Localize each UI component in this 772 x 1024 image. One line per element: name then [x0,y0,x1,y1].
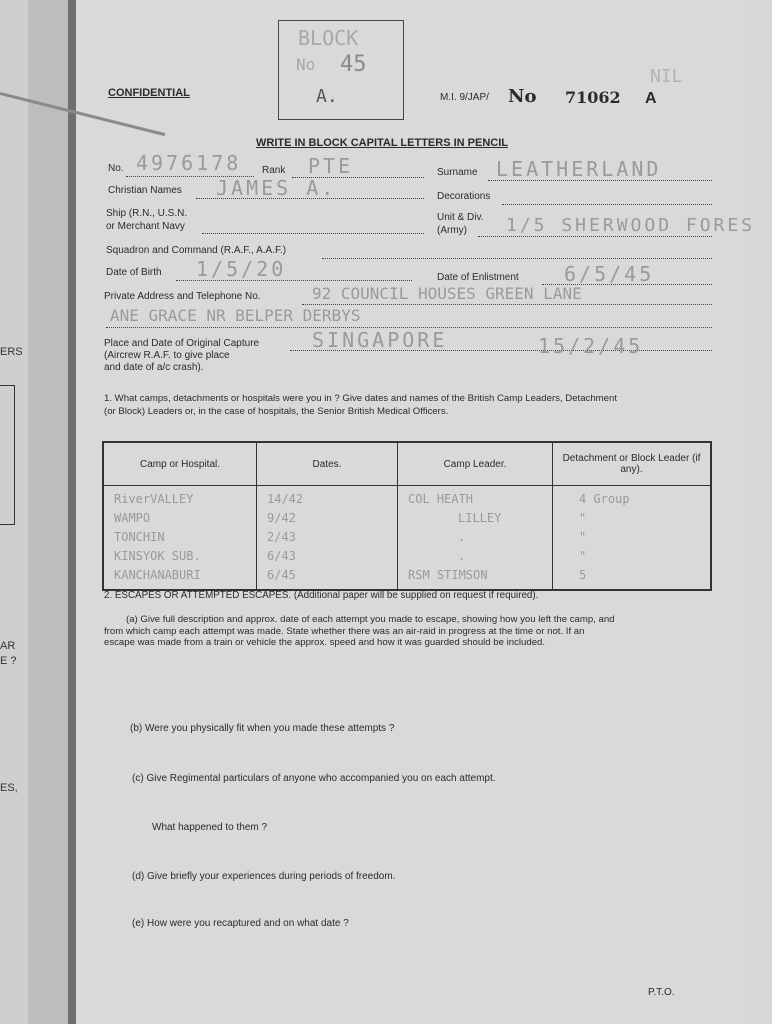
pto-label: P.T.O. [648,987,675,998]
leader-entry: COL HEATH [408,492,474,506]
edge-text: ES, [0,782,18,794]
detachment-entry: 4 Group [579,492,630,506]
instruction-heading: WRITE IN BLOCK CAPITAL LETTERS IN PENCIL [256,137,508,149]
christian-names-value: JAMES A. [216,176,337,200]
squadron-line [322,258,712,259]
dob-value: 1/5/20 [196,257,287,281]
camp-entry: KINSYOK SUB. [114,549,201,563]
dates-cell [257,486,398,591]
rank-value: PTE [308,154,354,178]
enlistment-label: Date of Enlistment [437,272,519,283]
unit-line [478,236,712,237]
ship-label-2: or Merchant Navy [106,221,185,232]
leader-entry: RSM STIMSON [408,568,488,582]
camp-entry: TONCHIN [114,530,165,544]
capture-label-2: (Aircrew R.A.F. to give place [104,350,230,361]
escapes-heading: 2. ESCAPES OR ATTEMPTED ESCAPES. (Additional paper will be supplied on request if required). [104,590,539,601]
detachment-cell [553,486,712,591]
capture-date: 15/2/45 [538,334,644,358]
leader-cell [398,486,553,591]
camp-entry: WAMPO [114,511,151,525]
detachment-header: Detachment or Block Leader (if any). [553,442,712,486]
capture-place: SINGAPORE [312,328,448,352]
leader-entry: . [458,530,466,544]
unit-label-2: (Army) [437,225,467,236]
stamp-no-value: 45 [340,52,367,77]
reference-code: M.I. 9/JAP/ [440,92,489,103]
date-entry: 14/42 [267,492,304,506]
camps-table [102,441,712,591]
date-entry: 9/42 [267,511,296,525]
surname-label: Surname [437,167,478,178]
number-label: No [508,86,537,107]
no-value: 4976178 [136,151,242,175]
address-value-2: ANE GRACE NR BELPER DERBYS [110,306,361,325]
edge-text: AR [0,640,16,652]
escapes-question-b: (b) Were you physically fit when you made these attempts ? [130,723,395,734]
binder-spine [28,0,68,1024]
unit-value: 1/5 SHERWOOD FORES [506,215,756,236]
address-label: Private Address and Telephone No. [104,291,261,302]
escapes-question-d: (d) Give briefly your experiences during periods of freedom. [132,871,396,882]
edge-box [0,385,15,525]
detachment-entry: " [579,549,587,563]
camp-entry: RiverVALLEY [114,492,194,506]
unit-label: Unit & Div. [437,212,484,223]
date-entry: 6/45 [267,568,296,582]
christian-names-label: Christian Names [108,185,182,196]
capture-label-3: and date of a/c crash). [104,362,204,373]
camp-cell [103,486,257,591]
escapes-question-c2: What happened to them ? [152,822,268,833]
form-number: 71062 [565,88,621,107]
enlistment-value: 6/5/45 [564,262,655,286]
edge-text: E ? [0,655,17,667]
rank-label: Rank [262,165,286,176]
detachment-entry: 5 [579,568,587,582]
ship-line [202,233,424,234]
decorations-label: Decorations [437,191,491,202]
camp-header: Camp or Hospital. [103,442,257,486]
date-entry: 6/43 [267,549,296,563]
leader-entry: LILLEY [458,511,502,525]
dob-label: Date of Birth [106,267,162,278]
address-value-1: 92 COUNCIL HOUSES GREEN LANE [312,284,582,303]
detachment-entry: " [579,511,587,525]
confidential-label: CONFIDENTIAL [108,87,190,99]
escapes-question-a: (a) Give full description and approx. date of each attempt you made to escape, showing how you left the camp, and [126,614,615,625]
surname-value: LEATHERLAND [496,157,662,181]
ship-label: Ship (R.N., U.S.N. [106,208,188,219]
stamp-block: BLOCK [298,26,359,50]
leader-entry: . [458,549,466,563]
camp-entry: KANCHANABURI [114,568,201,582]
detachment-entry: " [579,530,587,544]
address-line [302,304,712,305]
form-suffix: A [645,90,657,107]
date-entry: 2/43 [267,530,296,544]
escapes-question-e: (e) How were you recaptured and on what date ? [132,918,349,929]
corner-note: NIL [650,66,683,87]
capture-label: Place and Date of Original Capture [104,338,260,349]
edge-text: ERS [0,346,23,358]
escapes-question-a-3: escape was made from a train or vehicle the approx. speed and how it was guarded should be included. [104,637,546,648]
escapes-question-a-2: from which camp each attempt was made. State whether there was an air-raid in progress at the time or not. If an [104,626,585,637]
dates-header: Dates. [257,442,398,486]
decorations-line [502,204,712,205]
question-1: 1. What camps, detachments or hospitals were you in ? Give dates and names of the British Camp Leaders, Detachment [104,393,617,404]
stamp-letter: A. [316,86,338,107]
leader-header: Camp Leader. [398,442,553,486]
question-1-cont: (or Block) Leaders or, in the case of hospitals, the Senior British Medical Officers. [104,406,449,417]
stamp-no: No [296,55,316,74]
squadron-label: Squadron and Command (R.A.F., A.A.F.) [106,245,287,256]
escapes-question-c: (c) Give Regimental particulars of anyone who accompanied you on each attempt. [132,773,496,784]
no-label: No. [108,163,124,174]
